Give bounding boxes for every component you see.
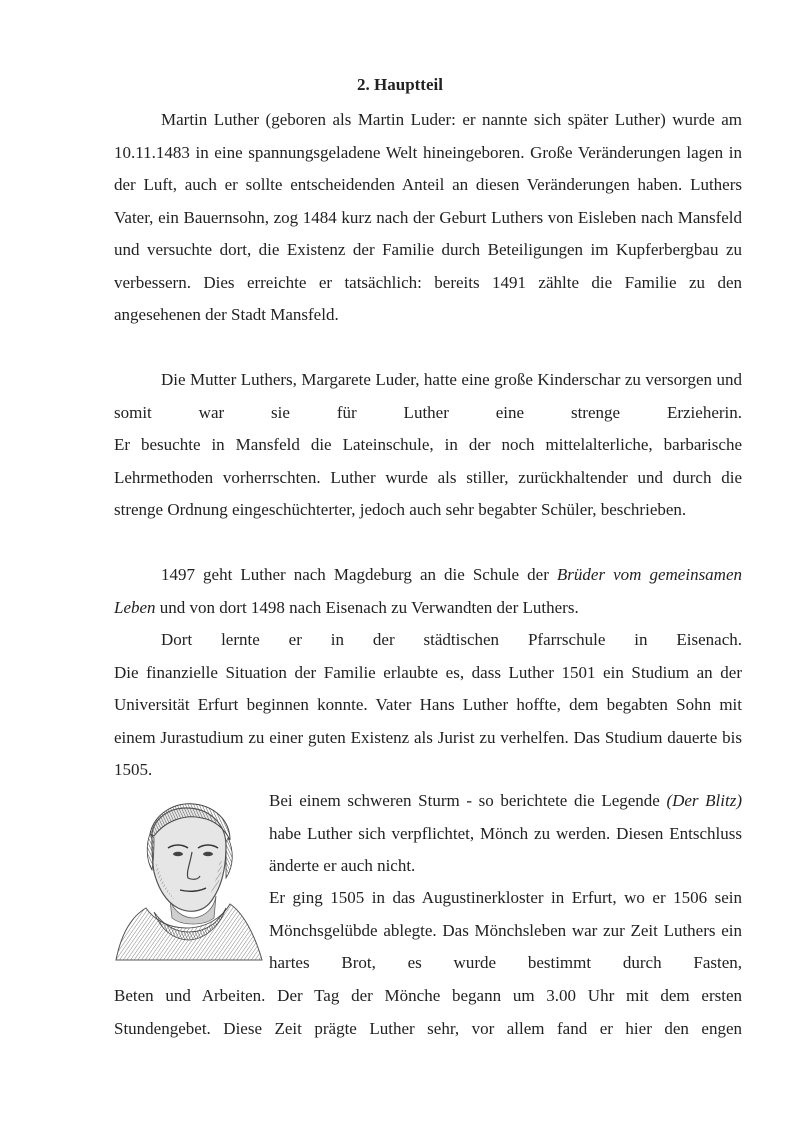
- paragraph-6-full: [114, 980, 742, 1045]
- paragraph-3: [114, 559, 742, 624]
- paragraph-2: [114, 364, 742, 527]
- paragraph-3-text: [114, 559, 742, 624]
- paragraph-5: [269, 785, 742, 883]
- section-heading: 2. Hauptteil: [357, 75, 443, 94]
- paragraph-5-italic: (Der Blitz): [666, 791, 742, 810]
- paragraph-1: [114, 104, 742, 332]
- paragraph-5-after: habe Luther sich verpflichtet, Mönch zu werden. Diesen Entschluss änderte er auch nicht.: [269, 823, 742, 875]
- paragraph-6-wrapped: [269, 882, 742, 980]
- paragraph-4-line-b: Die finanzielle Situation der Familie erlaubte es, dass Luther 1501 ein Studium an der Universität Erfurt beginnen konnte. Vater Hans Luther hoffte, dem begabten Sohn mit einem Jurastudium zu einer guten Existenz als Jurist zu verhelfen. Das Studium dauerte bis 1505.: [114, 662, 742, 779]
- paragraph-6-wrapped-text: Er ging 1505 in das Augustinerkloster in Erfurt, wo er 1506 sein Mönchsgelübde ablegte. Das Mönchsleben war zur Zeit Luthers ein hartes Brot, es wurde bestimmt durch Fasten,: [269, 888, 742, 972]
- paragraph-4: [114, 624, 742, 787]
- paragraph-2-line-a: Die Mutter Luthers, Margarete Luder, hatte eine große Kinderschar zu versorgen und somit war sie für Luther eine strenge Erzieherin.: [114, 370, 742, 422]
- paragraph-5-before: Bei einem schweren Sturm - so berichtete die Legende: [269, 791, 667, 810]
- paragraph-6-full-text: Beten und Arbeiten. Der Tag der Mönche begann um 3.00 Uhr mit dem ersten Stundengebet. Diese Zeit prägte Luther sehr, vor allem fand er hier den engen: [114, 986, 742, 1038]
- paragraph-5-text: [269, 785, 742, 883]
- paragraph-4-line-a: Dort lernte er in der städtischen Pfarrschule in Eisenach.: [161, 630, 742, 649]
- paragraph-3-after: und von dort 1498 nach Eisenach zu Verwandten der Luthers.: [155, 597, 579, 617]
- paragraph-3-italic: Brüder vom gemeinsamen Leben: [114, 565, 743, 617]
- paragraph-3-before: 1497 geht Luther nach Magdeburg an die Schule der: [161, 565, 557, 584]
- paragraph-1-text: Martin Luther (geboren als Martin Luder: er nannte sich später Luther) wurde am 10.11.1483 in eine spannungsgeladene Welt hineingeboren. Große Veränderungen lagen in der Luft, auch er sollte entscheidenden Anteil an diesen Veränderungen haben. Luthers Vater, ein Bauernsohn, zog 1484 kurz nach der Geburt Luthers von Eisleben nach Mansfeld und versuchte dort, die Existenz der Familie durch Beteiligungen im Kupferbergbau zu verbessern. Dies erreichte er tatsächlich: bereits 1491 zählte die Familie zu den angesehenen der Stadt Mansfeld.: [114, 110, 742, 324]
- luther-portrait-image: [114, 800, 264, 962]
- paragraph-2-line-b: Er besuchte in Mansfeld die Lateinschule, in der noch mittelalterliche, barbarische Lehrmethoden vorherrschten. Luther wurde als stiller, zurückhaltender und durch die strenge Ordnung eingeschüchterter, jedoch auch sehr begabter Schüler, beschrieben.: [114, 435, 742, 519]
